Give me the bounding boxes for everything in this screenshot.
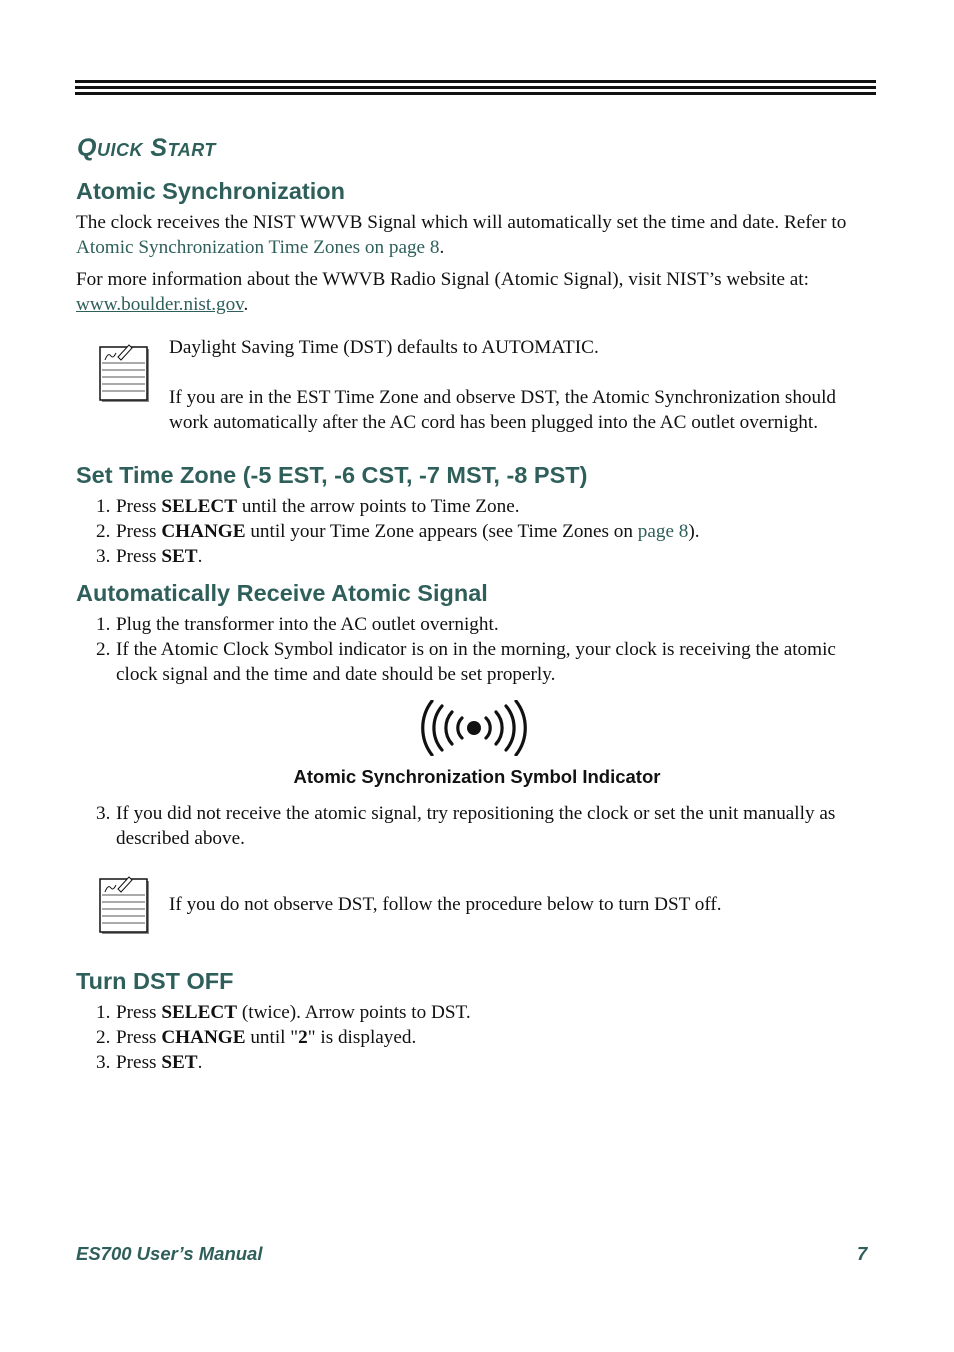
list-receive-signal <box>96 612 876 687</box>
paragraph-nist: For more information about the WWVB Radio Signal (Atomic Signal), visit NIST’s website at: www.boulder.nist.gov. <box>76 269 809 315</box>
list-turn-dst-off <box>96 1000 876 1075</box>
heading-atomic-synchronization: Atomic Synchronization <box>76 178 345 204</box>
list-item: 2. If the Atomic Clock Symbol indicator is on in the morning, your clock is receiving the atomic clock signal and the time and date should be set properly. <box>96 639 836 685</box>
note2-line1: If you do not observe DST, follow the procedure below to turn DST off. <box>169 894 722 915</box>
list-item: 1. Plug the transformer into the AC outlet overnight. <box>96 614 499 635</box>
list-set-time-zone <box>96 494 876 569</box>
footer-page-number: 7 <box>857 1243 868 1264</box>
footer-manual-title: ES700 User’s Manual <box>76 1243 263 1264</box>
heading-set-time-zone: Set Time Zone (-5 EST, -6 CST, -7 MST, -8 PST) <box>76 462 588 488</box>
link-page-8[interactable]: page 8 <box>637 521 689 542</box>
figure-caption: Atomic Synchronization Symbol Indicator <box>293 766 661 787</box>
list-receive-signal-continued <box>96 801 876 851</box>
paragraph-intro: The clock receives the NIST WWVB Signal which will automatically set the time and date. Refer to Atomic Synchronization Time Zones on page 8. <box>76 212 847 258</box>
note-pad-icon <box>98 343 150 403</box>
list-item: 3. If you did not receive the atomic signal, try repositioning the clock or set the unit manually as described above. <box>96 803 836 849</box>
header-rules <box>75 80 876 98</box>
heading-receive-atomic-signal: Automatically Receive Atomic Signal <box>76 580 488 606</box>
list-item: 1. Press SELECT until the arrow points to Time Zone. <box>96 496 520 517</box>
note1-line2: If you are in the EST Time Zone and observe DST, the Atomic Synchronization should work automatically after the AC cord has been plugged into the AC outlet overnight. <box>169 387 837 433</box>
note1-line1: Daylight Saving Time (DST) defaults to AUTOMATIC. <box>169 337 599 358</box>
list-item: 2. Press CHANGE until "2" is displayed. <box>96 1027 417 1048</box>
link-time-zones[interactable]: Atomic Synchronization Time Zones on page 8 <box>76 237 440 258</box>
note-pad-icon <box>98 875 150 935</box>
heading-turn-dst-off: Turn DST OFF <box>76 968 234 994</box>
atomic-signal-icon <box>412 700 536 756</box>
list-item: 1. Press SELECT (twice). Arrow points to DST. <box>96 1002 471 1023</box>
section-title: Quick Start <box>77 134 216 162</box>
link-nist-website[interactable]: www.boulder.nist.gov <box>76 294 244 315</box>
list-item: 3. Press SET. <box>96 1052 203 1073</box>
list-item: 3. Press SET. <box>96 546 203 567</box>
list-item: 2. Press CHANGE until your Time Zone appears (see Time Zones on page 8). <box>96 521 700 542</box>
